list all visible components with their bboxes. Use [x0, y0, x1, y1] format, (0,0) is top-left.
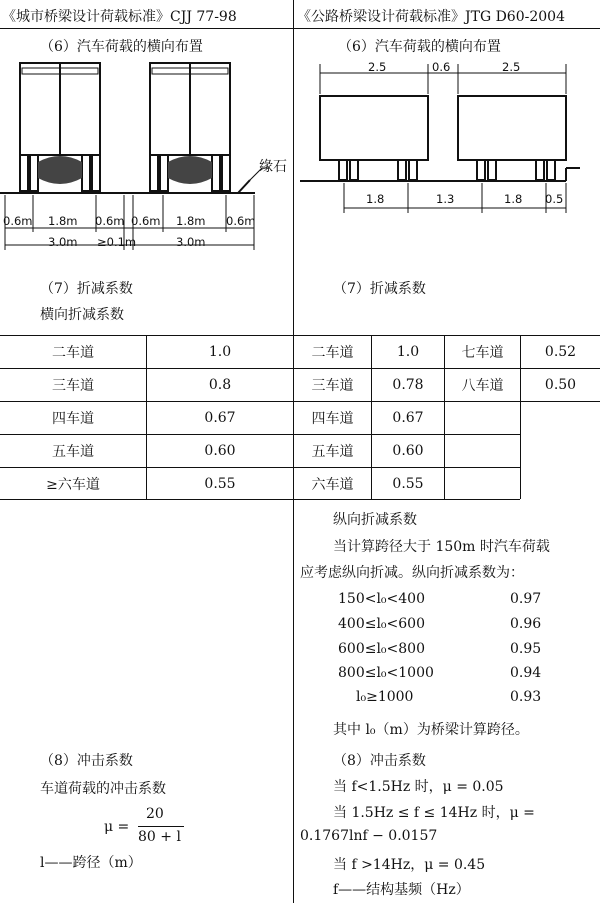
dim-0-6m-b: 0.6m	[95, 214, 125, 228]
dim-gap: ≥0.1m	[97, 235, 137, 249]
table-row: 二车道	[52, 345, 94, 361]
left-standard-title: 《城市桥梁设计荷载标准》CJJ 77-98	[2, 9, 237, 25]
longitudinal-value: 0.94	[510, 665, 542, 681]
left-impact-subtitle: 车道荷载的冲击系数	[40, 781, 166, 797]
impact-line: 当 f<1.5Hz 时，μ = 0.05	[333, 779, 504, 795]
table-row: 六车道	[311, 476, 354, 493]
dim-1-8m-b: 1.8m	[176, 214, 206, 228]
longitudinal-value: 0.96	[510, 616, 542, 632]
table-row: 四车道	[311, 411, 354, 427]
table-row: 二车道	[311, 345, 354, 361]
left-impact-title: （8）冲击系数	[40, 753, 133, 769]
rdim-top-2-5-b: 2.5	[502, 60, 521, 74]
table-row: 三车道	[311, 378, 354, 394]
table-cell: 0.50	[544, 377, 577, 393]
table-row: ≥六车道	[46, 476, 100, 493]
table-row: 四车道	[52, 411, 94, 427]
table-row: 五车道	[311, 444, 354, 460]
table-cell: 0.8	[208, 377, 232, 393]
longitudinal-range: 400≤l₀<600	[338, 616, 425, 632]
longitudinal-text-2: 应考虑纵向折减。纵向折减系数为：	[300, 565, 524, 581]
table-cell: 1.0	[208, 344, 232, 360]
dim-0-6m-a: 0.6m	[3, 214, 33, 228]
l-definition: l——跨径（m）	[40, 855, 142, 871]
longitudinal-range: l₀≥1000	[356, 689, 414, 705]
table-cell: 0.60	[204, 443, 236, 459]
l0-definition: 其中 l₀（m）为桥梁计算跨径。	[333, 722, 529, 738]
rdim-b-1-8-a: 1.8	[366, 192, 385, 206]
dim-3-0m-b: 3.0m	[176, 235, 206, 249]
longitudinal-title: 纵向折减系数	[333, 512, 417, 528]
table-cell: 0.55	[392, 475, 424, 492]
table-cell: 0.60	[392, 443, 424, 459]
dim-0-6m-c: 0.6m	[131, 214, 161, 228]
rdim-b-0-5: 0.5	[545, 192, 564, 206]
fraction-bar	[138, 826, 184, 827]
left-transverse-title: 横向折减系数	[40, 307, 124, 323]
longitudinal-text-1: 当计算跨径大于 150m 时汽车荷载	[333, 539, 550, 555]
left-reduction-title: （7）折减系数	[40, 281, 133, 297]
table-cell: 0.52	[544, 344, 577, 360]
right-layout-title: （6）汽车荷载的横向布置	[338, 39, 501, 55]
right-standard-title: 《公路桥梁设计荷载标准》JTG D60-2004	[297, 9, 565, 25]
left-layout-title: （6）汽车荷载的横向布置	[40, 39, 203, 55]
dim-0-6m-d: 0.6m	[226, 214, 256, 228]
rdim-b-1-8-b: 1.8	[504, 192, 523, 206]
longitudinal-range: 600≤l₀<800	[338, 641, 425, 657]
table-cell: 0.55	[204, 475, 236, 492]
dim-1-8m-a: 1.8m	[48, 214, 78, 228]
longitudinal-value: 0.97	[510, 591, 542, 607]
rdim-top-2-5-a: 2.5	[368, 60, 387, 74]
table-cell: 八车道	[461, 378, 504, 394]
rdim-b-1-3: 1.3	[436, 192, 455, 206]
impact-line: 当 1.5Hz ≤ f ≤ 14Hz 时，μ =	[333, 805, 535, 821]
impact-line: 当 f >14Hz，μ = 0.45	[333, 857, 486, 873]
table-row: 三车道	[52, 378, 94, 394]
table-cell: 1.0	[396, 344, 420, 360]
right-reduction-title: （7）折减系数	[333, 281, 426, 297]
table-row: 五车道	[52, 444, 94, 460]
impact-formula-denominator: 80 + l	[138, 829, 181, 845]
rdim-top-0-6: 0.6	[432, 60, 451, 74]
table-cell: 0.78	[392, 377, 424, 393]
impact-formula-numerator: 20	[146, 806, 164, 822]
longitudinal-value: 0.95	[510, 641, 542, 657]
impact-formula-mu: μ =	[104, 819, 130, 835]
longitudinal-value: 0.93	[510, 689, 542, 705]
right-impact-title: （8）冲击系数	[333, 753, 426, 769]
table-cell: 0.67	[392, 410, 424, 426]
curb-label: 缘石	[259, 159, 287, 175]
impact-line: 0.1767lnf − 0.0157	[300, 828, 438, 844]
table-cell: 0.67	[204, 410, 236, 426]
impact-line: f——结构基频（Hz）	[333, 882, 470, 898]
dim-3-0m-a: 3.0m	[48, 235, 78, 249]
longitudinal-range: 150<l₀<400	[338, 591, 425, 607]
table-cell: 七车道	[461, 345, 504, 361]
longitudinal-range: 800≤l₀<1000	[338, 665, 434, 681]
